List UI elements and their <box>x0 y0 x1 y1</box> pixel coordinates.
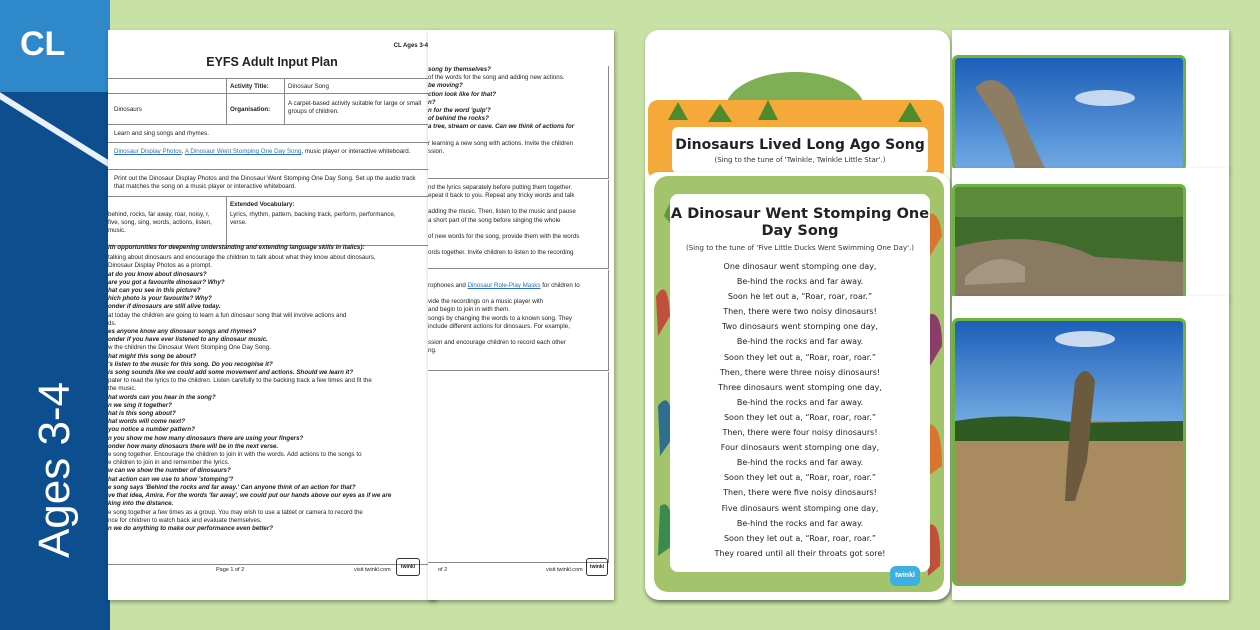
plan-line: of behind the rocks? <box>428 115 489 123</box>
song-line: Soon they let out a, “Roar, roar, roar.” <box>723 473 877 483</box>
plan-line: is song sounds like we could add some movement and actions. Should we learn it? <box>108 369 354 377</box>
plan-line: n? <box>428 98 436 106</box>
song-line: Two dinosaurs went stomping one day, <box>722 322 878 332</box>
plan-line: are you got a favourite dinosaur? Why? <box>108 278 225 286</box>
plan-line: adding the music. Then, listen to the music and pause <box>428 208 576 216</box>
plan-line: es anyone know any dinosaur songs and rhymes? <box>108 328 257 336</box>
mics-post: for children to <box>540 282 580 289</box>
song-line: Soon they let out a, “Roar, roar, roar.” <box>723 412 877 422</box>
plan-line: of new words for the song, provide them with the words <box>428 232 580 240</box>
plan-line: of the words for the song and adding new actions. <box>428 74 565 82</box>
resource-link-photos[interactable]: Dinosaur Display Photos <box>114 148 182 155</box>
topic: Dinosaurs <box>114 106 142 113</box>
plan-line: vide the recordings on a music player with <box>428 298 544 306</box>
plan-line: hat is this song about? <box>108 410 176 418</box>
song-line: Soon he let out a, “Roar, roar, roar.” <box>727 292 873 302</box>
plan-line: you notice a number pattern? <box>108 426 195 434</box>
song-line: Be-hind the rocks and far away. <box>736 277 864 287</box>
plan-line: hat action can we use to show 'stomping'? <box>108 475 234 483</box>
plan-line: talking about dinosaurs and encourage the children to talk about what they know about dinosaurs, <box>108 254 376 262</box>
vocabulary-extended: Lyrics, rhythm, pattern, backing track, perform, performance, verse. <box>230 211 396 227</box>
photo-raptor <box>952 318 1186 586</box>
photo-card-3 <box>952 296 1229 600</box>
plan-header-tag: CL Ages 3-4 <box>393 43 428 49</box>
activity-label: Activity Title: <box>230 83 269 90</box>
plan-line: hat words can you hear in the song? <box>108 393 216 401</box>
plan-line: onder if you have ever listened to any dinosaur music. <box>108 336 268 344</box>
song-line: Three dinosaurs went stomping one day, <box>718 382 882 392</box>
plan-line: the music. <box>108 385 137 393</box>
footer2-page: of 2 <box>438 567 448 573</box>
plan-line: pater to read the lyrics to the children. Listen carefully to the backing track a few times and fit the <box>108 377 372 385</box>
plan-line: hat words will come next? <box>108 418 186 426</box>
song-line: Soon they let out a, “Roar, roar, roar.” <box>723 533 877 543</box>
song-line: Four dinosaurs went stomping one day, <box>720 443 880 453</box>
plan-line: ssion. <box>428 147 445 155</box>
footer2-url: visit twinkl.com <box>546 567 583 573</box>
song-line: Be-hind the rocks and far away. <box>736 518 864 528</box>
stegosaurus-image <box>955 187 1183 297</box>
resources <box>114 148 424 156</box>
plan-line: onder how many dinosaurs there will be in the next verse. <box>108 442 279 450</box>
song-line: One dinosaur went stomping one day, <box>723 262 877 271</box>
plan-line <box>428 200 608 208</box>
twinkl-logo: twinkl <box>396 558 420 576</box>
song-line: Be-hind the rocks and far away. <box>736 337 864 347</box>
song-line: Then, there were three noisy dinosaurs! <box>719 367 881 377</box>
plan-line: ction look like for that? <box>428 90 497 98</box>
plan-line: a tree, stream or cave. Can we think of actions for <box>428 123 575 131</box>
plan-steps-box <box>108 242 435 565</box>
plan-line: be moving? <box>428 82 463 90</box>
objective: Learn and sing songs and rhymes. <box>114 130 209 137</box>
song-line: Be-hind the rocks and far away. <box>736 458 864 468</box>
raptor-image <box>955 321 1183 583</box>
photo-brachiosaurus <box>952 55 1186 171</box>
plan-line <box>428 225 608 233</box>
plan-line: n you show me how many dinosaurs there are using your fingers? <box>108 434 304 442</box>
plan-line: epeat it back to you. Repeat any tricky words and talk <box>428 192 575 200</box>
song2-subtitle: (Sing to the tune of 'Twinkle, Twinkle Little Star'.) <box>714 156 886 164</box>
organisation-label: Organisation: <box>230 106 271 113</box>
plan-line: r learning a new song with actions. Invite the children <box>428 139 574 147</box>
plan-line: 's listen to the music for this song. Do you recognise it? <box>108 360 273 368</box>
plan-line: hich photo is your favourite? Why? <box>108 295 212 303</box>
resource-link-song[interactable]: A Dinosaur Went Stomping One Day Song <box>184 148 302 155</box>
plan-line: n we sing it together? <box>108 401 172 409</box>
plan-table <box>108 78 435 246</box>
song-line: Then, there were five noisy dinosaurs! <box>723 488 877 498</box>
plan-line: song by themselves? <box>428 66 491 73</box>
mics-line <box>428 270 608 290</box>
plan-line: Dinosaur Display Photos as a prompt. <box>108 262 212 270</box>
brachiosaurus-image <box>955 58 1183 168</box>
plan-line <box>428 241 608 249</box>
plan-line: ords together. Invite children to listen to the recording <box>428 249 574 257</box>
song-lyrics-card <box>670 194 930 572</box>
plan-line: king into the distance. <box>108 500 174 508</box>
plan-line: at today the children are going to learn a fun dinosaur song that will involve actions and <box>108 311 347 319</box>
plan-line: ve that idea, Amira. For the words 'far away', we could put our hands above our eyes as if we are <box>108 492 392 500</box>
resource-rest: , music player or interactive whiteboard. <box>301 148 411 155</box>
mics-pre: rophones and <box>428 282 468 289</box>
activity-value: Dinosaur Song <box>288 83 329 90</box>
plan2-block-2 <box>428 180 609 269</box>
song-line: Five dinosaurs went stomping one day, <box>721 503 879 513</box>
plan2-block-4 <box>428 372 609 563</box>
organisation-value: A carpet-based activity suitable for large or small groups of children. <box>288 100 422 116</box>
vocabulary-core: behind, rocks, far away, roar, noisy, r, five, song, sing, words, actions, listen, music. <box>108 211 212 235</box>
twinkl-logo-2: twinkl <box>586 558 608 576</box>
song-line: Then, there were four noisy dinosaurs! <box>722 428 878 438</box>
resource-sep: , <box>181 148 185 155</box>
song2-title-box <box>672 127 928 173</box>
plan-line: nce for children to watch back and evaluate themselves. <box>108 516 262 524</box>
leaf-pattern <box>648 100 944 128</box>
song-line: Be-hind the rocks and far away. <box>736 397 864 407</box>
plan-line: n we do anything to make our performance even better? <box>108 524 274 532</box>
footer-page: Page 1 of 2 <box>216 567 245 573</box>
age-label-wrap <box>0 340 110 600</box>
age-label: Ages 3-4 <box>30 381 79 559</box>
plan-line: and begin to join in with them. <box>428 306 510 314</box>
footer-url: visit twinkl.com <box>354 567 391 573</box>
plan-line: a short part of the song before singing the whole <box>428 216 561 224</box>
plan-line: w the children the Dinosaur Went Stomping One Day Song. <box>108 344 271 352</box>
plan-line: include different actions for dinosaurs. For example, <box>428 322 570 330</box>
plan2-block-1 <box>428 66 609 179</box>
plan-line <box>428 331 608 339</box>
plan-line: e children to join in and remember the lyrics. <box>108 459 230 467</box>
plan-line: hat might this song be about? <box>108 352 197 360</box>
plan2-block-3 <box>428 270 609 371</box>
twinkl-logo-card: twinkl <box>890 566 920 586</box>
plan-line: e song says 'Behind the rocks and far away.' Can anyone think of an action for that? <box>108 483 356 491</box>
song-line: Then, there were two noisy dinosaurs! <box>723 307 877 317</box>
plan-page-2 <box>428 30 614 600</box>
photo-card-2 <box>952 168 1229 298</box>
song-line: They roared until all their throats got sore! <box>714 548 886 558</box>
plan-line: e song together. Encourage the children to join in with the words. Add actions to the songs to <box>108 451 362 459</box>
plan-line: nd the lyrics separately before putting them together. <box>428 184 573 191</box>
plan-line: n for the word 'gulp'? <box>428 107 491 115</box>
plan-title: EYFS Adult Input Plan <box>206 55 338 69</box>
plan-line: ng. <box>428 347 437 355</box>
plan-line: w can we show the number of dinosaurs? <box>108 467 231 475</box>
song-subtitle: (Sing to the tune of 'Five Little Ducks Went Swimming One Day'.) <box>686 244 914 252</box>
plan-line: hat can you see in this picture? <box>108 287 201 295</box>
plan-line: ds. <box>108 319 117 327</box>
plan-line: onder if dinosaurs are still alive today. <box>108 303 221 311</box>
plan-page-1 <box>108 30 436 600</box>
preparation: Print out the Dinosaur Display Photos and the Dinosaur Went Stomping One Day Song. Set up the audio track that matches the song on a music player or interactive whiteboard. <box>114 175 416 191</box>
plan-line: e song together a few times as a group. You may wish to use a tablet or camera to record the <box>108 508 363 516</box>
photo-stegosaurus <box>952 184 1186 300</box>
song-title: A Dinosaur Went Stomping One Day Song <box>670 206 930 239</box>
opportunities-heading: ith opportunities for deepening understanding and extending language skills in italics): <box>108 244 365 251</box>
vocabulary-label: Extended Vocabulary: <box>230 201 295 208</box>
plan-line: at do you know about dinosaurs? <box>108 270 207 278</box>
plan-line: songs by changing the words to a known song. They <box>428 314 573 322</box>
plan-line: ssion and encourage children to record each other <box>428 339 566 347</box>
photo-card-1 <box>952 30 1229 170</box>
plan-line <box>428 132 608 140</box>
role-play-masks-link[interactable]: Dinosaur Role-Play Masks <box>467 282 541 289</box>
cl-label: CL <box>20 25 66 63</box>
song-line: Soon they let out a, “Roar, roar, roar.” <box>723 352 877 362</box>
song2-title: Dinosaurs Lived Long Ago Song <box>675 137 925 153</box>
song-lyrics <box>670 259 930 561</box>
plan-steps <box>108 254 434 533</box>
